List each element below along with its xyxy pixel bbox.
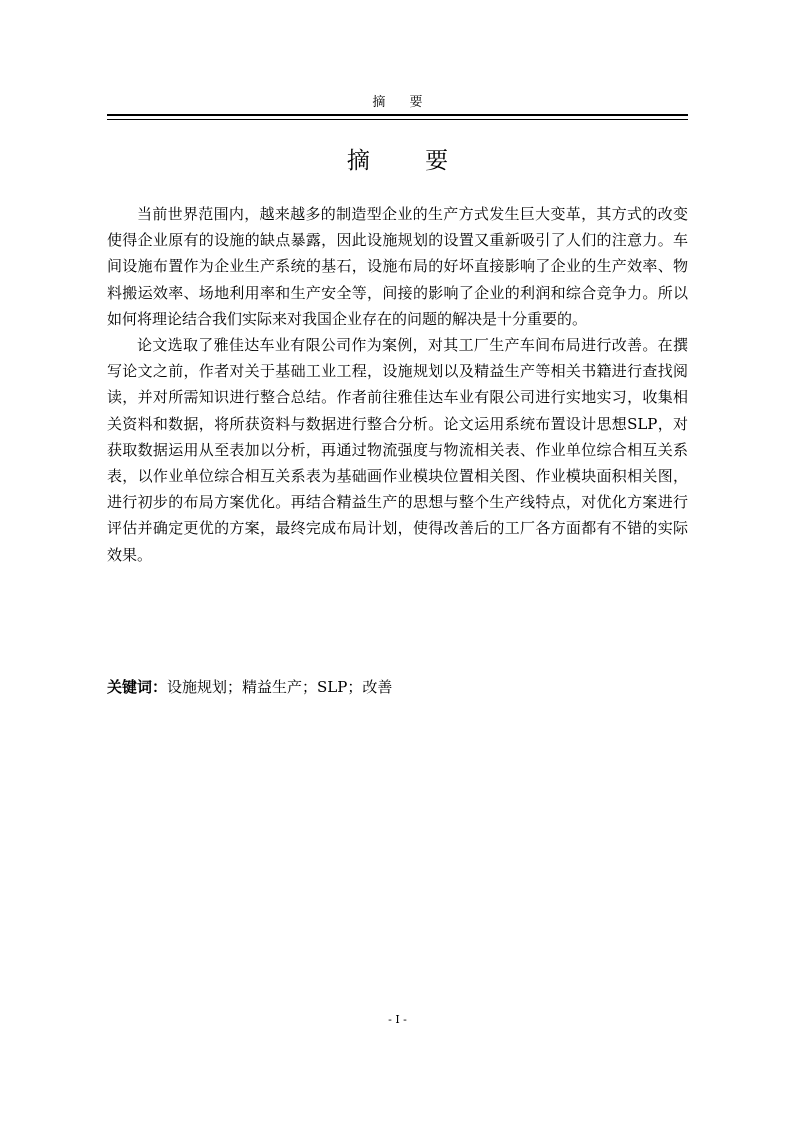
header-rule-thick [107,114,688,116]
abstract-paragraph-1: 当前世界范围内，越来越多的制造型企业的生产方式发生巨大变革，其方式的改变使得企业原有的设施的缺点暴露，因此设施规划的设置又重新吸引了人们的注意力。车间设施布置作为企业生产系统的基石，设施布局的好坏直接影响了企业的生产效率、物料搬运效率、场地利用率和生产安全等，间接的影响了企业的利润和综合竞争力。所以如何将理论结合我们实际来对我国企业存在的问题的解决是十分重要的。 [107,205,688,328]
header-rule-thin [107,119,688,120]
page-title: 摘 要 [346,148,473,174]
abstract-paragraph-2: 论文选取了雅佳达车业有限公司作为案例，对其工厂生产车间布局进行改善。在撰写论文之前，作者对关于基础工业工程，设施规划以及精益生产等相关书籍进行查找阅读，并对所需知识进行整合总结。作者前往雅佳达车业有限公司进行实地实习，收集相关资料和数据，将所获资料与数据进行整合分析。论文运用系统布置设计思想SLP，对获取数据运用从至表加以分析，再通过物流强度与物流相关表、作业单位综合相互关系表，以作业单位综合相互关系表为基础画作业模块位置相关图、作业模块面积相关图，进行初步的布局方案优化。再结合精益生产的思想与整个生产线特点，对优化方案进行评估并确定更优的方案，最终完成布局计划，使得改善后的工厂各方面都有不错的实际效果。 [107,336,688,564]
abstract-body [107,201,688,568]
keywords-label: 关键词： [107,678,168,696]
keywords-value: 设施规划；精益生产；SLP；改善 [167,678,393,696]
keywords-line [107,675,688,699]
page-number: - I - [388,1013,407,1026]
running-header: 摘 要 [372,95,433,110]
